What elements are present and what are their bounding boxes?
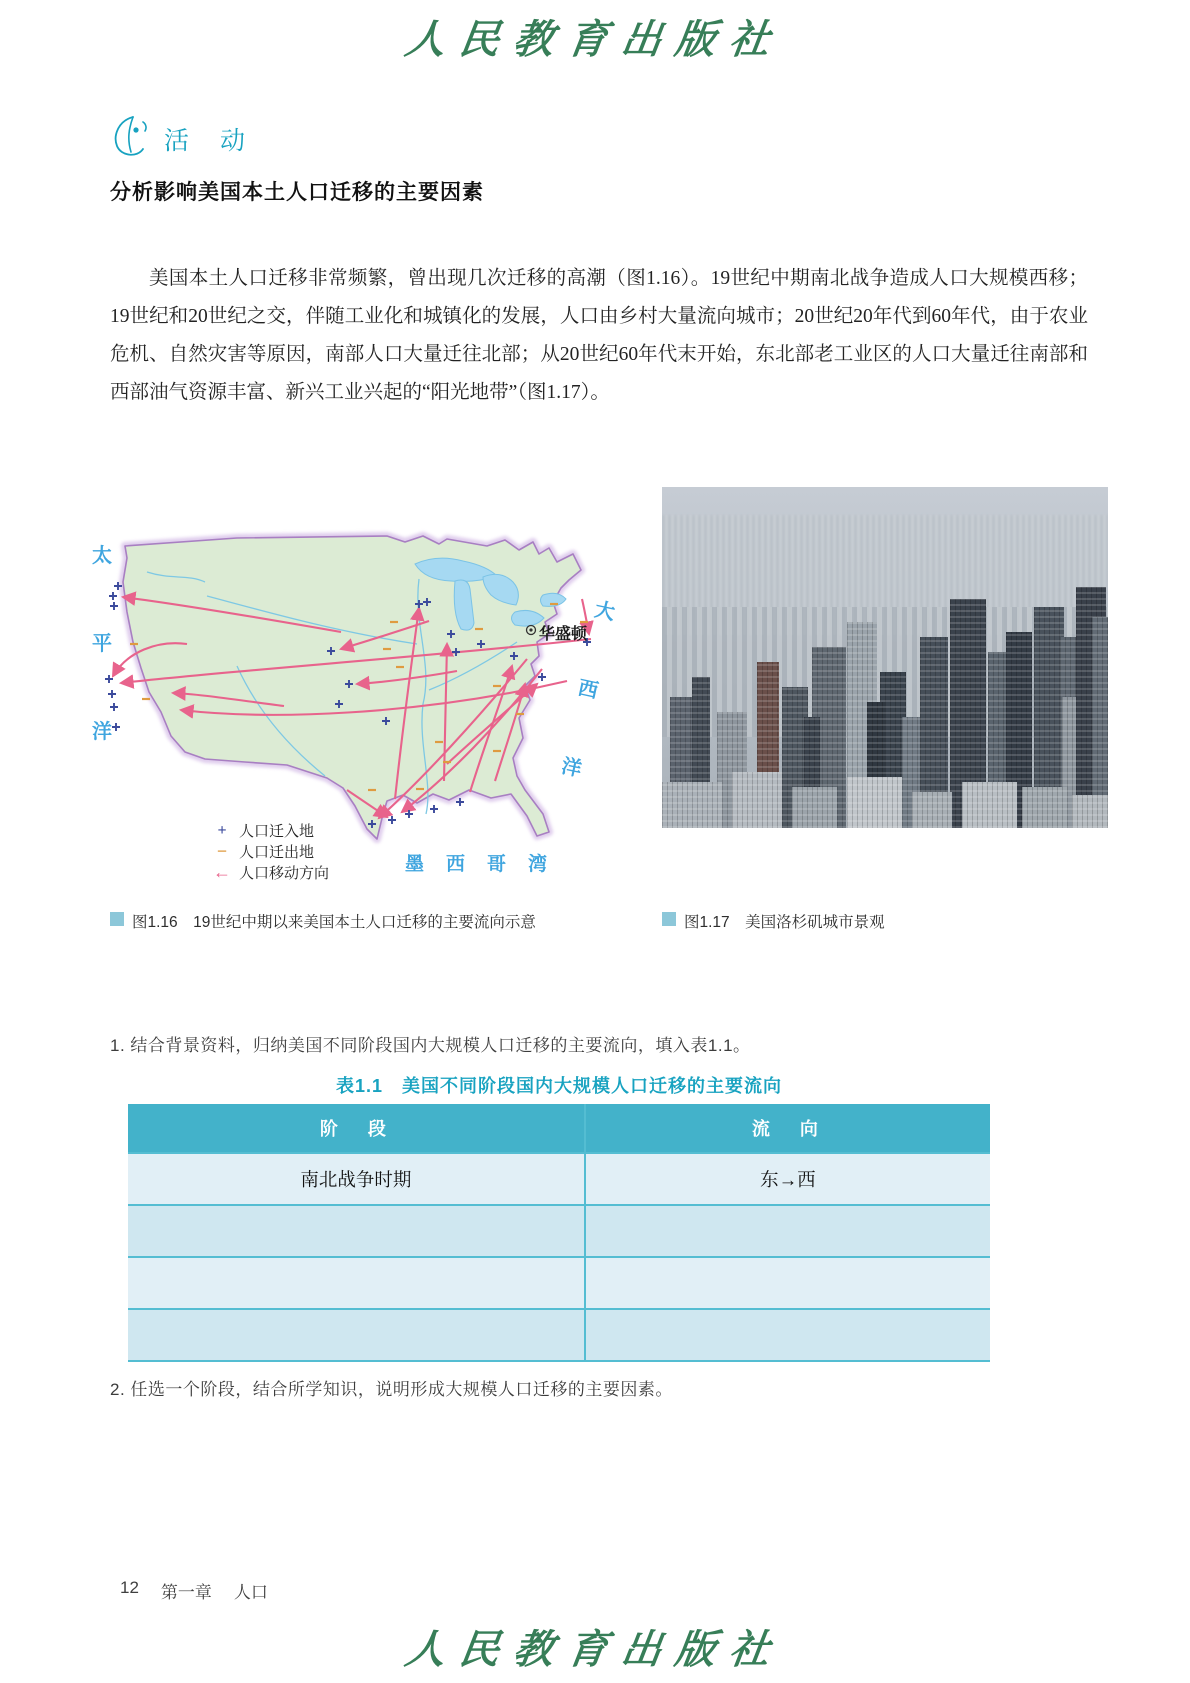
- arrow-icon: ←: [213, 862, 231, 882]
- cell-direction: [585, 1205, 990, 1257]
- la-cityscape-photo: [662, 487, 1108, 828]
- gulf-of-mexico-label: 墨西哥湾: [405, 854, 570, 875]
- legend-item-direction: [205, 862, 329, 883]
- building: [1022, 787, 1067, 828]
- cell-direction: [585, 1309, 990, 1361]
- building: [962, 782, 1017, 828]
- sprout-activity-icon: [108, 112, 150, 165]
- activity-header: [108, 112, 257, 165]
- legend-label: 人口迁出地: [239, 845, 315, 861]
- map-legend: [205, 820, 329, 883]
- question-1: 1. 结合背景资料，归纳美国不同阶段国内大规模人口迁移的主要流向，填入表1.1。: [110, 1036, 751, 1055]
- building: [847, 777, 902, 828]
- building: [662, 782, 722, 828]
- section-label: 人口: [233, 1583, 268, 1602]
- cell-stage: 南北战争时期: [128, 1153, 585, 1205]
- caption-text: 图1.16 19世纪中期以来美国本土人口迁移的主要流向示意: [132, 914, 536, 931]
- header-stage: 阶 段: [128, 1104, 585, 1153]
- caption-text: 图1.17 美国洛杉矶城市景观: [684, 914, 885, 931]
- building: [792, 787, 837, 828]
- activity-label: 活 动: [164, 126, 257, 155]
- building: [912, 792, 952, 828]
- legend-label: 人口移动方向: [239, 866, 330, 882]
- table-1-1-title: 表1.1 美国不同阶段国内大规模人口迁移的主要流向: [335, 1076, 783, 1096]
- table-1-1: [128, 1104, 990, 1362]
- table-header-row: [128, 1104, 990, 1153]
- publisher-logo-bottom: 人民教育出版社: [402, 1626, 787, 1673]
- cell-stage: [128, 1205, 585, 1257]
- cell-direction: [585, 1257, 990, 1309]
- cell-stage: [128, 1309, 585, 1361]
- cell-stage: [128, 1257, 585, 1309]
- us-map-svg: [87, 484, 602, 876]
- washington-label: 华盛顿: [539, 626, 588, 643]
- atlantic-ocean-label: 大西洋: [559, 598, 617, 782]
- table-row: [128, 1205, 990, 1257]
- cell-direction: 东→西: [585, 1153, 990, 1205]
- page-number: 12: [120, 1578, 139, 1597]
- figure-1-16-caption: [110, 910, 610, 932]
- minus-icon: −: [216, 841, 228, 861]
- plus-icon: +: [217, 821, 227, 839]
- publisher-logo-top: 人民教育出版社: [402, 16, 787, 63]
- us-migration-map: [87, 484, 617, 882]
- legend-item-out: [205, 841, 329, 862]
- building: [732, 772, 782, 828]
- table-row: [128, 1153, 990, 1205]
- figure-1-17-caption: [662, 910, 1102, 932]
- caption-bullet-icon: [662, 912, 676, 926]
- caption-bullet-icon: [110, 912, 124, 926]
- building: [1072, 795, 1108, 828]
- section-title: 分析影响美国本土人口迁移的主要因素: [110, 181, 484, 204]
- body-paragraph: 美国本土人口迁移非常频繁，曾出现几次迁移的高潮（图1.16）。19世纪中期南北战争造成人口大规模西移；19世纪和20世纪之交，伴随工业化和城镇化的发展，人口由乡村大量流向城市；20世纪20年代到60年代，由于农业危机、自然灾害等原因，南部人口大量迁往北部；从20世纪60年代末开始，东北部老工业区的人口大量迁往南部和西部油气资源丰富、新兴工业兴起的“阳光地带”（图1.17）。: [110, 267, 1088, 403]
- table-row: [128, 1309, 990, 1361]
- legend-label: 人口迁入地: [239, 824, 315, 840]
- pacific-ocean-label: 太平洋: [92, 545, 112, 743]
- question-2: 2. 任选一个阶段，结合所学知识，说明形成大规模人口迁移的主要因素。: [110, 1380, 673, 1399]
- page-footer: [120, 1578, 268, 1603]
- chapter-label: 第一章: [160, 1583, 212, 1602]
- legend-item-in: [205, 820, 329, 841]
- header-direction: 流 向: [585, 1104, 990, 1153]
- table-row: [128, 1257, 990, 1309]
